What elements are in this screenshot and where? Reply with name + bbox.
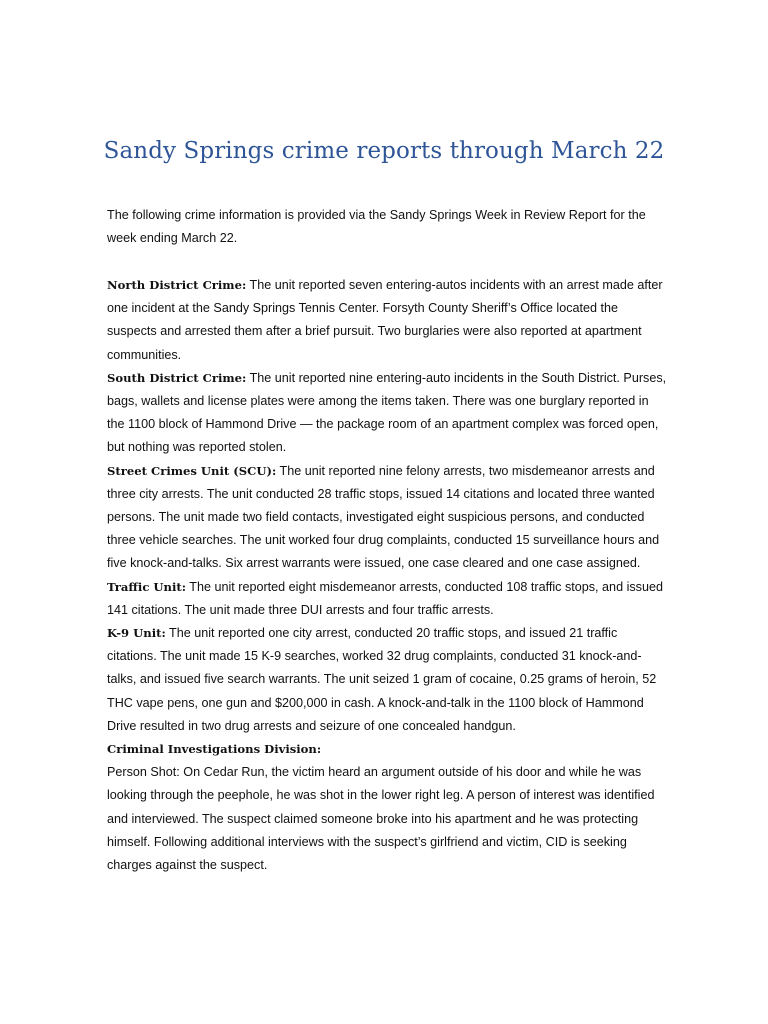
section-heading-cid: Criminal Investigations Division: <box>107 742 322 757</box>
section-heading-north-district: North District Crime: <box>107 278 247 292</box>
section-street-crimes-unit <box>107 460 667 576</box>
section-text-street-crimes-unit: The unit reported nine felony arrests, two misdemeanor arrests and three city arrests. The unit conducted 28 traffic stops, issued 14 citations and located three wanted persons. The unit made two field contacts, investigated eight suspicious persons, and conducted three vehicle searches. The unit worked four drug complaints, conducted 15 surveillance hours and five knock-and-talks. Six arrest warrants were issued, one case cleared and one case assigned. <box>107 463 660 571</box>
report-body <box>107 274 667 877</box>
document-title: Sandy Springs crime reports through March 22 <box>103 138 665 164</box>
section-north-district <box>107 274 667 367</box>
section-traffic-unit <box>107 576 667 622</box>
section-heading-street-crimes-unit: Street Crimes Unit (SCU): <box>107 463 277 478</box>
section-k9-unit <box>107 622 667 738</box>
intro-paragraph: The following crime information is provided via the Sandy Springs Week in Review Report for the week ending March 22. <box>107 208 646 246</box>
section-south-district <box>107 367 667 460</box>
section-heading-traffic-unit: Traffic Unit: <box>107 579 186 594</box>
section-heading-south-district: South District Crime: <box>107 370 247 385</box>
section-text-traffic-unit: The unit reported eight misdemeanor arrests, conducted 108 traffic stops, and issued 141 citations. The unit made three DUI arrests and four traffic arrests. <box>107 579 663 617</box>
section-text-k9-unit: The unit reported one city arrest, conducted 20 traffic stops, and issued 21 traffic citations. The unit made 15 K-9 searches, worked 32 drug complaints, conducted 31 knock-and-talks, and issued five search warrants. The unit seized 1 gram of cocaine, 0.25 grams of heroin, 52 THC vape pens, one gun and $200,000 in cash. A knock-and-talk in the 1100 block of Hammond Drive resulted in two drug arrests and seizure of one concealed handgun. <box>107 626 657 733</box>
section-text-north-district: The unit reported seven entering-autos incidents with an arrest made after one incident at the Sandy Springs Tennis Center. Forsyth County Sheriff’s Office located the suspects and arrested them after a brief pursuit. Two burglaries were also reported at apartment communities. <box>107 278 663 362</box>
section-heading-k9-unit: K-9 Unit: <box>107 626 166 641</box>
section-text-south-district: The unit reported nine entering-auto incidents in the South District. Purses, bags, wallets and license plates were among the items taken. There was one burglary reported in the 1100 block of Hammond Drive — the package room of an apartment complex was forced open, but nothing was reported stolen. <box>107 370 667 455</box>
section-text-cid: Person Shot: On Cedar Run, the victim heard an argument outside of his door and while he was looking through the peephole, he was shot in the lower right leg. A person of interest was identified and interviewed. The suspect claimed someone broke into his apartment and he was protecting himself. Following additional interviews with the suspect’s girlfriend and victim, CID is seeking charges against the suspect. <box>107 765 655 873</box>
